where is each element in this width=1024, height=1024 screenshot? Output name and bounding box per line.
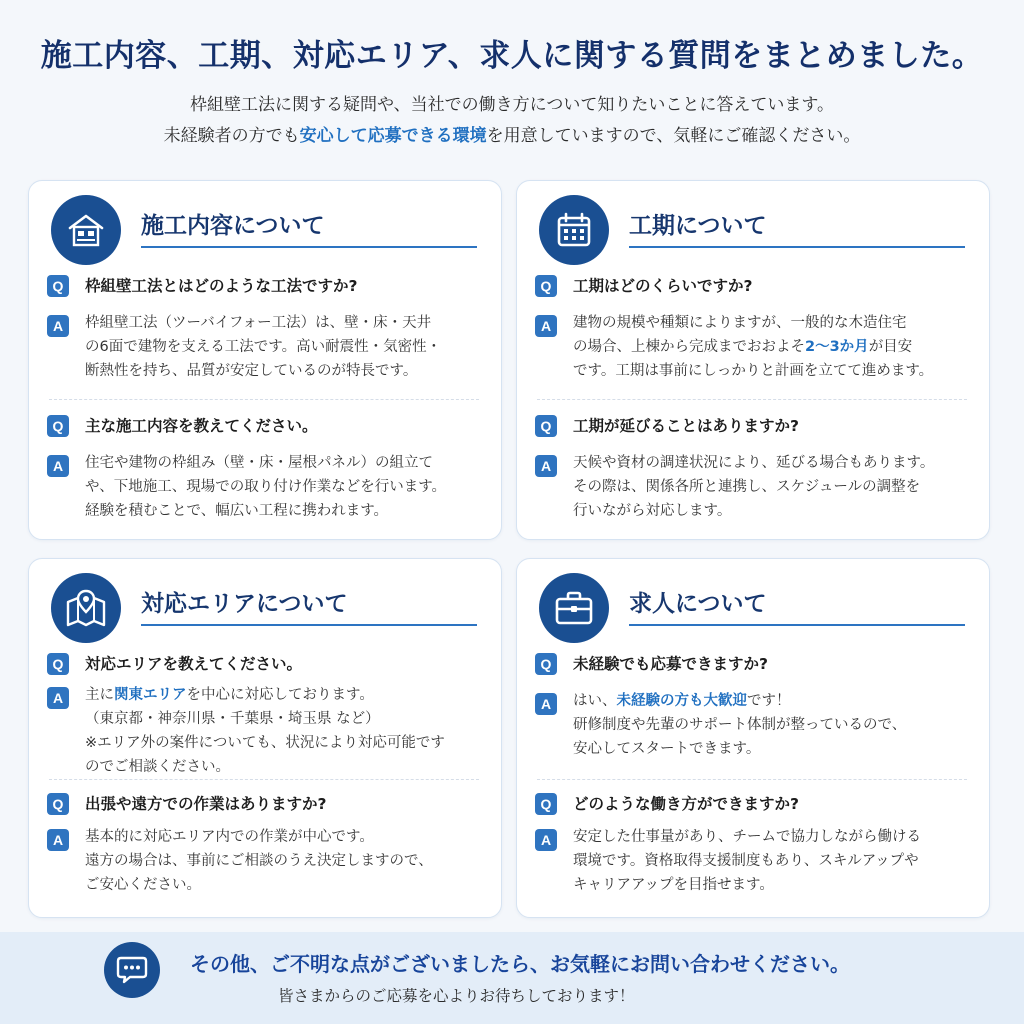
question-text: 出張や遠方での作業はありますか? bbox=[85, 795, 327, 813]
card-header bbox=[51, 573, 477, 643]
answer-line: 環境です。資格取得支援制度もあり、スキルアップや bbox=[573, 853, 919, 869]
intro-line-2 bbox=[0, 121, 1024, 152]
answer-badge: A bbox=[535, 829, 557, 851]
qa-item bbox=[535, 653, 971, 761]
faq-card-recruit bbox=[516, 558, 990, 918]
answer-line: や、下地施工、現場での取り付け作業などを行います。 bbox=[85, 479, 447, 495]
question-text: 対応エリアを教えてください。 bbox=[85, 655, 303, 673]
answer-line: の6面で建物を支える工法です。高い耐震性・気密性・ bbox=[85, 339, 442, 355]
answer-line: 天候や資材の調達状況により、延びる場合もあります。 bbox=[573, 455, 935, 471]
answer-line: 研修制度や先輩のサポート体制が整っているので、 bbox=[573, 717, 907, 733]
answer-line: 行いながら対応します。 bbox=[573, 503, 732, 519]
answer-line bbox=[573, 689, 906, 713]
card-title: 工期について bbox=[629, 213, 767, 239]
title-underline bbox=[141, 624, 477, 626]
answer-text-part: の場合、上棟から完成までおおよそ bbox=[573, 339, 805, 355]
question-text: 工期が延びることはありますか? bbox=[573, 417, 799, 435]
answer-text bbox=[573, 689, 906, 761]
answer-badge: A bbox=[535, 455, 557, 477]
answer-highlight: 関東エリア bbox=[114, 687, 187, 703]
answer-line: 遠方の場合は、事前にご相談のうえ決定しますので、 bbox=[85, 853, 433, 869]
answer-line: ご安心ください。 bbox=[85, 877, 201, 893]
answer-badge: A bbox=[535, 693, 557, 715]
closing-message: 皆さまからのご応募を心よりお待ちしております！ bbox=[278, 987, 635, 1005]
question-text: 主な施工内容を教えてください。 bbox=[85, 417, 318, 435]
qa-item bbox=[535, 793, 971, 897]
answer-highlight: 未経験の方も大歓迎 bbox=[616, 693, 747, 709]
answer-line: 安定した仕事量があり、チームで協力しながら働ける bbox=[573, 829, 921, 845]
title-underline bbox=[629, 624, 965, 626]
answer-line: その際は、関係各所と連携し、スケジュールの調整を bbox=[573, 479, 921, 495]
answer-text bbox=[85, 683, 445, 779]
answer-line bbox=[85, 683, 445, 707]
answer-text-part: 主に bbox=[85, 687, 114, 703]
card-title: 対応エリアについて bbox=[141, 591, 348, 617]
answer-text-part: です！ bbox=[747, 693, 791, 709]
intro-text-part: を用意していますので、気軽にご確認ください。 bbox=[486, 126, 861, 146]
answer-line: です。工期は事前にしっかりと計画を立てて進めます。 bbox=[573, 363, 934, 379]
answer-line: 断熱性を持ち、品質が安定しているのが特長です。 bbox=[85, 363, 418, 379]
divider bbox=[49, 779, 479, 780]
calendar-icon bbox=[539, 195, 609, 265]
answer-highlight: 2〜3か月 bbox=[805, 339, 869, 355]
contact-footer bbox=[0, 932, 1024, 1024]
house-icon bbox=[51, 195, 121, 265]
answer-line: 枠組壁工法（ツーバイフォー工法）は、壁・床・天井 bbox=[85, 315, 432, 331]
intro-line-1: 枠組壁工法に関する疑問や、当社での働き方について知りたいことに答えています。 bbox=[190, 95, 834, 115]
answer-text bbox=[573, 451, 934, 523]
divider bbox=[537, 399, 967, 400]
qa-item bbox=[47, 415, 483, 523]
intro-text-part: 未経験者の方でも bbox=[163, 126, 300, 146]
answer-badge: A bbox=[47, 455, 69, 477]
contact-message: その他、ご不明な点がございましたら、お気軽にお問い合わせください。 bbox=[190, 952, 850, 976]
title-underline bbox=[629, 246, 965, 248]
answer-badge: A bbox=[535, 315, 557, 337]
qa-item bbox=[535, 275, 971, 383]
briefcase-icon bbox=[539, 573, 609, 643]
question-badge: Q bbox=[535, 275, 557, 297]
answer-line bbox=[573, 335, 933, 359]
faq-card-construction bbox=[28, 180, 502, 540]
title-underline bbox=[141, 246, 477, 248]
answer-text-part: を中心に対応しております。 bbox=[186, 687, 374, 703]
answer-line: 住宅や建物の枠組み（壁・床・屋根パネル）の組立て bbox=[85, 455, 433, 471]
question-badge: Q bbox=[47, 415, 69, 437]
card-header bbox=[51, 195, 477, 265]
answer-line: 基本的に対応エリア内での作業が中心です。 bbox=[85, 829, 374, 845]
answer-badge: A bbox=[47, 315, 69, 337]
intro-text bbox=[0, 90, 1024, 152]
answer-text-part: はい、 bbox=[573, 693, 617, 709]
answer-line: ※エリア外の案件についても、状況により対応可能です bbox=[85, 735, 445, 751]
faq-card-schedule bbox=[516, 180, 990, 540]
qa-item bbox=[535, 415, 971, 523]
question-text: どのような働き方ができますか? bbox=[573, 795, 799, 813]
answer-line: のでご相談ください。 bbox=[85, 759, 230, 775]
page-title: 施工内容、工期、対応エリア、求人に関する質問をまとめました。 bbox=[40, 38, 984, 74]
question-badge: Q bbox=[535, 415, 557, 437]
answer-line: （東京都・神奈川県・千葉県・埼玉県 など） bbox=[85, 711, 380, 727]
question-text: 枠組壁工法とはどのような工法ですか? bbox=[85, 277, 358, 295]
answer-text bbox=[573, 311, 933, 383]
qa-item bbox=[47, 793, 483, 897]
answer-text bbox=[85, 311, 441, 383]
answer-text bbox=[573, 825, 921, 897]
divider bbox=[537, 779, 967, 780]
card-header bbox=[539, 573, 965, 643]
answer-text bbox=[85, 451, 446, 523]
question-badge: Q bbox=[47, 653, 69, 675]
qa-item bbox=[47, 275, 483, 383]
answer-text-part: が目安 bbox=[868, 339, 913, 355]
answer-line: 経験を積むことで、幅広い工程に携われます。 bbox=[85, 503, 389, 519]
question-badge: Q bbox=[535, 793, 557, 815]
answer-text bbox=[85, 825, 433, 897]
chat-bubble-icon bbox=[104, 942, 160, 998]
question-text: 未経験でも応募できますか? bbox=[573, 655, 768, 673]
map-pin-icon bbox=[51, 573, 121, 643]
qa-item bbox=[47, 653, 483, 779]
divider bbox=[49, 399, 479, 400]
question-text: 工期はどのくらいですか? bbox=[573, 277, 753, 295]
question-badge: Q bbox=[47, 275, 69, 297]
answer-line: キャリアアップを目指せます。 bbox=[573, 877, 774, 893]
intro-highlight: 安心して応募できる環境 bbox=[299, 126, 487, 146]
question-badge: Q bbox=[47, 793, 69, 815]
answer-badge: A bbox=[47, 687, 69, 709]
answer-line: 建物の規模や種類によりますが、一般的な木造住宅 bbox=[573, 315, 907, 331]
card-title: 求人について bbox=[629, 591, 767, 617]
answer-line: 安心してスタートできます。 bbox=[573, 741, 761, 757]
card-header bbox=[539, 195, 965, 265]
question-badge: Q bbox=[535, 653, 557, 675]
answer-badge: A bbox=[47, 829, 69, 851]
card-title: 施工内容について bbox=[141, 213, 325, 239]
faq-card-area bbox=[28, 558, 502, 918]
